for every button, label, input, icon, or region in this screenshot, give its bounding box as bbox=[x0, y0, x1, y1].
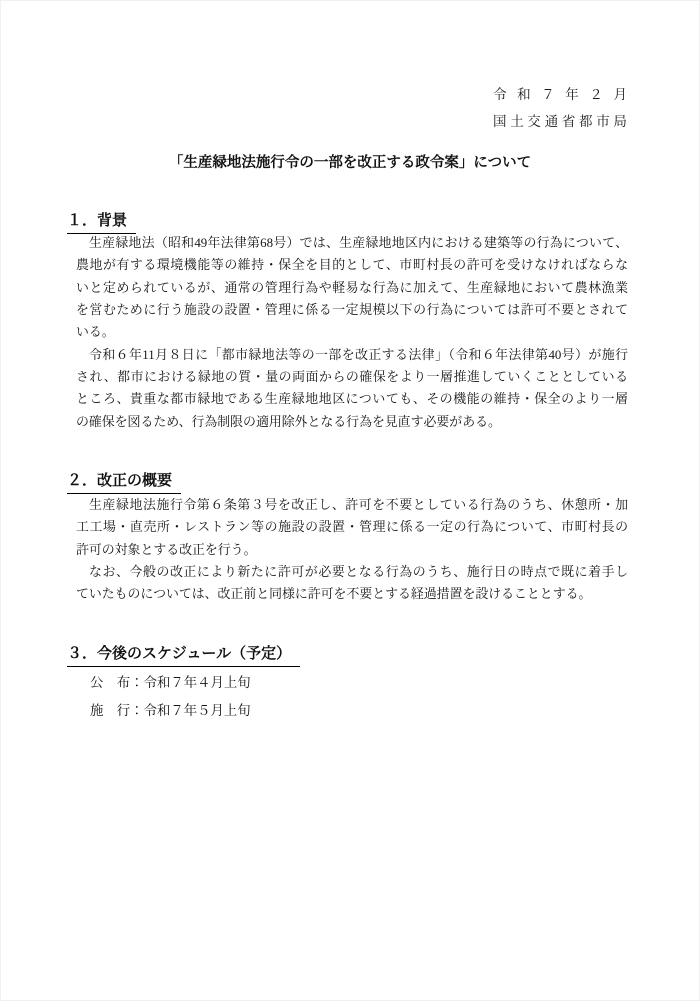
text-line: され、都市における緑地の質・量の両面からの確保をより一層推進していくこととしている bbox=[76, 370, 628, 385]
text-line: 農地が有する環境機能等の維持・保全を目的として、市町村長の許可を受けなければならな bbox=[76, 258, 628, 273]
header-char: 市 bbox=[596, 114, 610, 129]
header-char: 月 bbox=[613, 87, 627, 102]
header-char: 局 bbox=[613, 114, 627, 129]
text-line: ていたものについては、改正前と同様に許可を不要とする経過措置を設けることとする。 bbox=[76, 587, 592, 602]
document-header bbox=[493, 81, 627, 135]
header-char: 通 bbox=[544, 114, 559, 129]
section-1-heading bbox=[67, 209, 136, 234]
header-char: 省 bbox=[561, 114, 576, 129]
header-char: ７ bbox=[541, 87, 555, 102]
document-title: 「生産緑地法施行令の一部を改正する政令案」について bbox=[168, 155, 532, 171]
text-line: 公 布：令和７年４月上旬 bbox=[90, 675, 251, 690]
text-line: 許可の対象とする改正を行う。 bbox=[76, 542, 257, 557]
text-line: なお、今般の改正により新たに許可が必要となる行為のうち、施行日の時点で既に着手し bbox=[89, 565, 628, 580]
section-2-heading bbox=[67, 469, 181, 494]
header-organization bbox=[493, 108, 627, 135]
text-line: ところ、貴重な都市緑地である生産緑地地区についても、その機能の維持・保全のより一層 bbox=[76, 392, 628, 407]
section-2-heading-text: ２．改正の概要 bbox=[67, 469, 181, 494]
header-date bbox=[493, 81, 627, 108]
section-2-body bbox=[76, 494, 628, 606]
text-line: 生産緑地法施行令第６条第３号を改正し、許可を不要としている行為のうち、休憩所・加 bbox=[89, 498, 628, 512]
text-line: 生産緑地法（昭和49年法律第68号）では、生産緑地地区内における建築等の行為について、 bbox=[89, 236, 628, 250]
header-char: 年 bbox=[565, 87, 579, 102]
text-line: 施 行：令和７年５月上旬 bbox=[90, 703, 251, 718]
text-line: いと定められているが、通常の管理行為や軽易な行為に加えて、生産緑地において農林漁業 bbox=[76, 280, 628, 295]
header-char: 令 bbox=[493, 87, 507, 102]
text-line: を営むために行う施設の設置・管理に係る一定規模以下の行為については許可不要とされて bbox=[76, 303, 628, 318]
section-1-heading-text: １．背景 bbox=[67, 209, 136, 234]
header-char: 交 bbox=[527, 114, 541, 129]
header-char: ２ bbox=[589, 87, 603, 102]
section-1-body bbox=[76, 232, 628, 433]
header-char: 国 bbox=[493, 114, 507, 129]
header-char: 和 bbox=[517, 87, 531, 102]
header-char: 都 bbox=[579, 114, 593, 129]
section-3-heading-text: ３．今後のスケジュール（予定） bbox=[67, 642, 300, 667]
text-line: の確保を図るため、行為制限の適用除外となる行為を見直す必要がある。 bbox=[76, 414, 501, 429]
text-line: 令和６年11月８日に「都市緑地法等の一部を改正する法律」（令和６年法律第40号）が施行 bbox=[89, 347, 628, 362]
text-line: 工工場・直売所・レストラン等の施設の設置・管理に係る一定の行為について、市町村長の bbox=[76, 520, 628, 535]
text-line: いる。 bbox=[76, 325, 115, 340]
schedule-list bbox=[90, 669, 251, 725]
header-char: 土 bbox=[510, 114, 524, 129]
section-3-heading bbox=[67, 642, 300, 667]
